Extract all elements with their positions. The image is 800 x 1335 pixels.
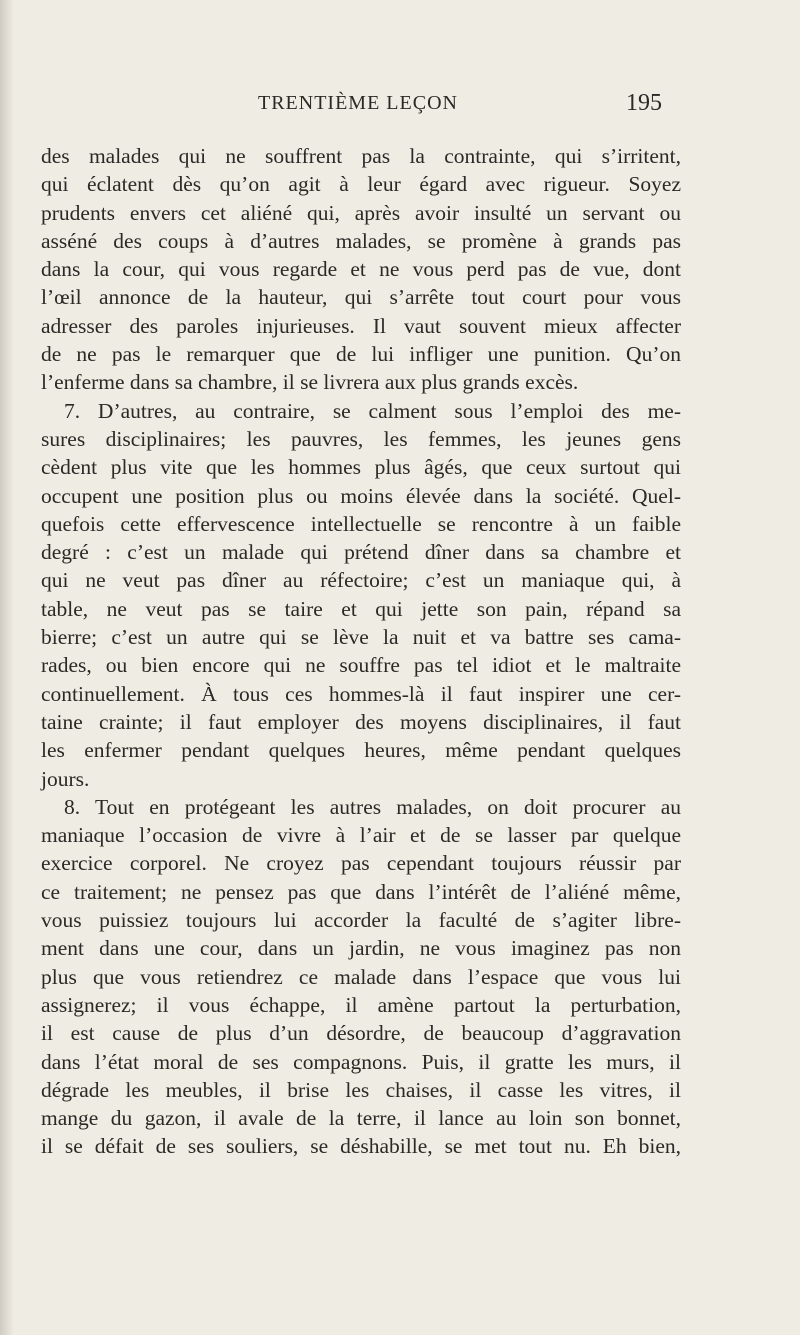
- text-line: dans la cour, qui vous regarde et ne vous perd pas de vue, dont: [41, 257, 681, 282]
- text-line: prudents envers cet aliéné qui, après avoir insulté un servant ou: [41, 200, 681, 225]
- text-line: dégrade les meubles, il brise les chaises, il casse les vitres, il: [41, 1077, 681, 1102]
- text-line: ment dans une cour, dans un jardin, ne vous imaginez pas non: [41, 936, 681, 961]
- text-line: assignerez; il vous échappe, il amène partout la perturbation,: [41, 992, 681, 1017]
- text-line: de ne pas le remarquer que de lui infliger une punition. Qu’on: [41, 342, 681, 367]
- page-number: 195: [626, 90, 662, 116]
- text-line: adresser des paroles injurieuses. Il vaut souvent mieux affecter: [41, 313, 681, 338]
- text-line: 8. Tout en protégeant les autres malades, on doit procurer au: [64, 794, 681, 819]
- text-line: asséné des coups à d’autres malades, se promène à grands pas: [41, 228, 681, 253]
- text-line: plus que vous retiendrez ce malade dans l’espace que vous lui: [41, 964, 681, 989]
- text-line: taine crainte; il faut employer des moyens disciplinaires, il faut: [41, 709, 681, 734]
- text-line: il est cause de plus d’un désordre, de beaucoup d’aggravation: [41, 1021, 681, 1046]
- text-line: cèdent plus vite que les hommes plus âgés, que ceux surtout qui: [41, 455, 681, 480]
- text-line: rades, ou bien encore qui ne souffre pas tel idiot et le maltraite: [41, 653, 681, 678]
- text-line: continuellement. À tous ces hommes-là il faut inspirer une cer-: [41, 681, 681, 706]
- text-line: mange du gazon, il avale de la terre, il lance au loin son bonnet,: [41, 1106, 681, 1131]
- text-line: occupent une position plus ou moins élevée dans la société. Quel-: [41, 483, 681, 508]
- text-line: il se défait de ses souliers, se déshabille, se met tout nu. Eh bien,: [41, 1134, 681, 1159]
- text-line: table, ne veut pas se taire et qui jette son pain, répand sa: [41, 596, 681, 621]
- text-line: quefois cette effervescence intellectuelle se rencontre à un faible: [41, 511, 681, 536]
- text-line: les enfermer pendant quelques heures, même pendant quelques: [41, 738, 681, 763]
- text-line: des malades qui ne souffrent pas la contrainte, qui s’irritent,: [41, 144, 681, 168]
- text-line: degré : c’est un malade qui prétend dîner dans sa chambre et: [41, 540, 681, 565]
- text-line: qui ne veut pas dîner au réfectoire; c’est un maniaque qui, à: [41, 568, 681, 593]
- page-gutter-shadow: [0, 0, 14, 1335]
- text-line: l’œil annonce de la hauteur, qui s’arrête tout court pour vous: [41, 285, 681, 310]
- body-text: [41, 142, 681, 1161]
- page-header: [0, 92, 800, 122]
- text-line: dans l’état moral de ses compagnons. Puis, il gratte les murs, il: [41, 1049, 681, 1074]
- text-line: sures disciplinaires; les pauvres, les femmes, les jeunes gens: [41, 426, 681, 451]
- text-line: exercice corporel. Ne croyez pas cependant toujours réussir par: [41, 851, 681, 876]
- text-line: 7. D’autres, au contraire, se calment sous l’emploi des me-: [64, 398, 681, 423]
- text-line: vous puissiez toujours lui accorder la faculté de s’agiter libre-: [41, 908, 681, 933]
- text-line: qui éclatent dès qu’on agit à leur égard avec rigueur. Soyez: [41, 172, 681, 197]
- text-line: ce traitement; ne pensez pas que dans l’intérêt de l’aliéné même,: [41, 879, 681, 904]
- text-line: jours.: [41, 766, 90, 791]
- running-title: TRENTIÈME LEÇON: [258, 92, 458, 114]
- text-line: bierre; c’est un autre qui se lève la nuit et va battre ses cama-: [41, 625, 681, 650]
- text-line: l’enferme dans sa chambre, il se livrera aux plus grands excès.: [41, 370, 579, 395]
- text-line: maniaque l’occasion de vivre à l’air et de se lasser par quelque: [41, 823, 681, 848]
